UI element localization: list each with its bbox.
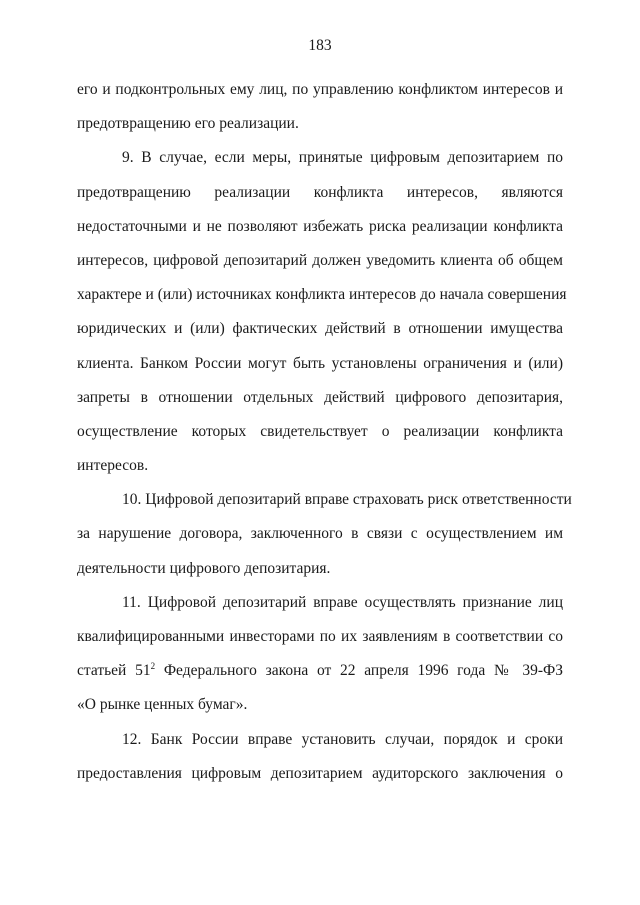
paragraph-continuation [77,73,563,141]
text-line: 12. Банк России вправе установить случаи, порядок и сроки [122,730,563,748]
text-line: предотвращению реализации конфликта интересов, являются [77,183,563,201]
text-line: квалифицированными инвесторами по их заявлениям в соответствии со [77,628,563,645]
text-line: запреты в отношении отдельных действий цифрового депозитария, [77,388,563,406]
text-line: клиента. Банком России могут быть установлены ограничения и (или) [77,354,563,372]
text-line: осуществление которых свидетельствует о реализации конфликта [77,422,563,440]
superscript: 2 [150,661,156,672]
text-line: юридических и (или) фактических действий в отношении имущества [77,320,563,338]
text-line: 11. Цифровой депозитарий вправе осуществлять признание лиц [122,593,563,611]
text-line: интересов, цифровой депозитарий должен уведомить клиента об общем [77,251,563,269]
text-line: 10. Цифровой депозитарий вправе страховать риск ответственности [122,491,572,509]
document-body [77,73,572,791]
text-line: за нарушение договора, заключенного в связи с осуществлением им [77,525,563,543]
text-fragment: статьей 51 [77,662,151,680]
paragraph-9 [77,141,567,483]
paragraph-10 [77,483,572,586]
text-line: характере и (или) источниках конфликта интересов до начала совершения [77,286,567,304]
text-line: интересов. [77,457,149,475]
page-number: 183 [308,37,332,54]
text-line: «О рынке ценных бумаг». [77,696,248,714]
text-fragment: Федерального закона от 22 апреля 1996 года № 39-ФЗ [163,662,563,680]
paragraph-11 [77,586,563,723]
text-line-with-superscript [77,654,563,688]
text-line: 9. В случае, если меры, принятые цифровым депозитарием по [122,149,563,167]
text-line: его и подконтрольных ему лиц, по управлению конфликтом интересов и [77,81,563,98]
text-line: предоставления цифровым депозитарием аудиторского заключения о [77,764,563,782]
text-line: предотвращению его реализации. [77,115,299,133]
text-line: недостаточными и не позволяют избежать риска реализации конфликта [77,217,563,235]
text-line: деятельности цифрового депозитария. [77,559,331,577]
paragraph-12 [77,723,563,791]
